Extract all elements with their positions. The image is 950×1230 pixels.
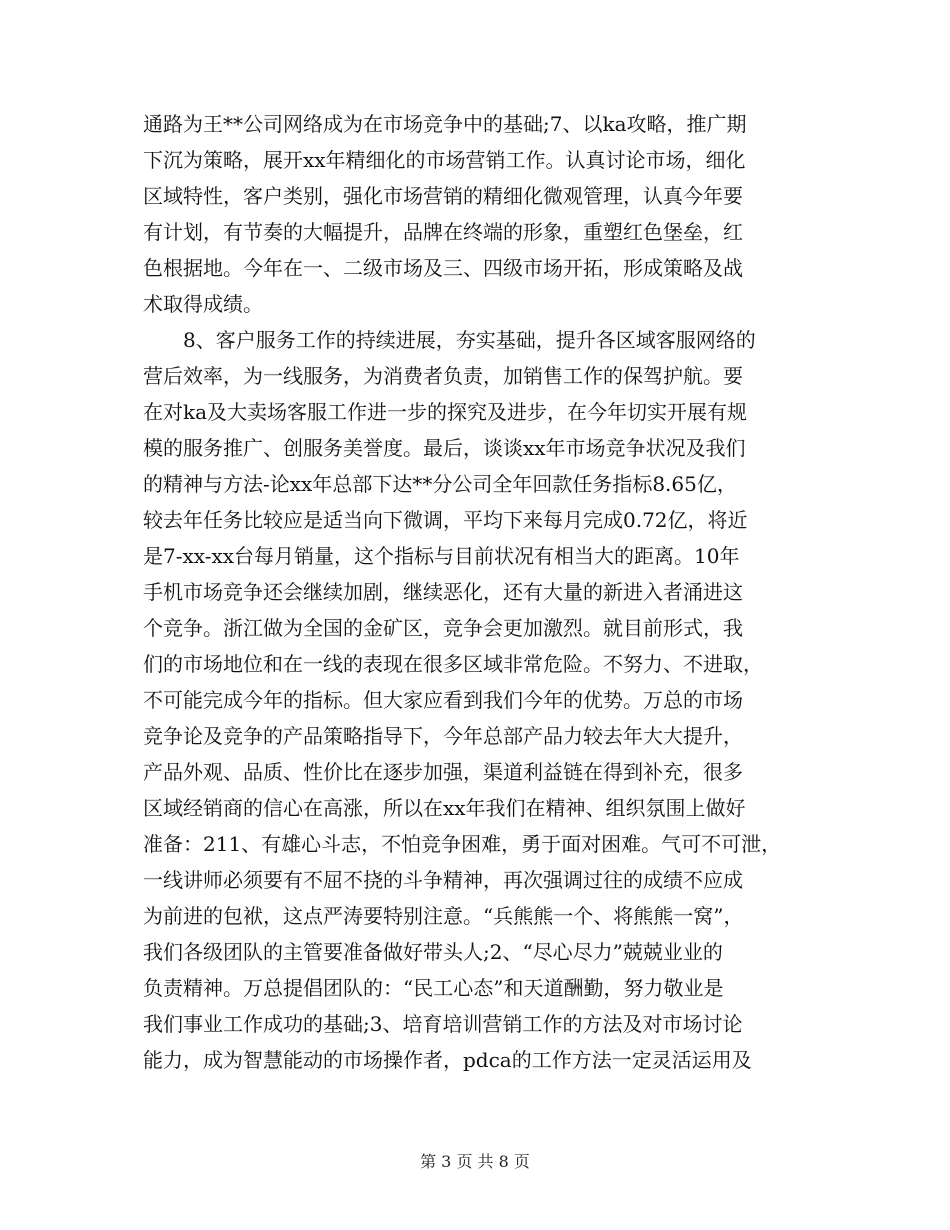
text-line: 色根据地。今年在一、二级市场及三、四级市场开拓，形成策略及战	[143, 256, 743, 280]
text-line: 产品外观、品质、性价比在逐步加强，渠道利益链在得到补充，很多	[143, 760, 743, 784]
text-line: 较去年任务比较应是适当向下微调，平均下来每月完成0.72亿，将近	[143, 508, 748, 532]
text-line: 不可能完成今年的指标。但大家应看到我们今年的优势。万总的市场	[143, 688, 743, 712]
text-line: 在对ka及大卖场客服工作进一步的探究及进步，在今年切实开展有规	[143, 400, 748, 424]
text-line: 能力，成为智慧能动的市场操作者，pdca的工作方法一定灵活运用及	[143, 1048, 752, 1072]
text-line: 下沉为策略，展开xx年精细化的市场营销工作。认真讨论市场，细化	[143, 148, 746, 172]
page-number-footer: 第 3 页 共 8 页	[420, 1152, 530, 1171]
text-line: 竞争论及竞争的产品策略指导下，今年总部产品力较去年大大提升，	[143, 724, 743, 748]
text-line: 模的服务推广、创服务美誉度。最后，谈谈xx年市场竞争状况及我们	[143, 436, 746, 460]
text-line: 区域经销商的信心在高涨，所以在xx年我们在精神、组织氛围上做好	[143, 796, 746, 820]
text-line: 有计划，有节奏的大幅提升，品牌在终端的形象，重塑红色堡垒，红	[143, 220, 743, 244]
text-line: 术取得成绩。	[143, 292, 263, 316]
text-line: 8、客户服务工作的持续进展，夯实基础，提升各区域客服网络的	[143, 328, 756, 352]
text-line: 为前进的包袱，这点严涛要特别注意。“兵熊熊一个、将熊熊一窝”，	[143, 904, 744, 928]
text-line: 一线讲师必须要有不屈不挠的斗争精神，再次强调过往的成绩不应成	[143, 868, 743, 892]
body-text	[143, 106, 815, 1078]
text-line: 的精神与方法-论xx年总部下达**分公司全年回款任务指标8.65亿，	[143, 472, 737, 496]
text-line: 区域特性，客户类别，强化市场营销的精细化微观管理，认真今年要	[143, 184, 743, 208]
text-line: 营后效率，为一线服务，为消费者负责，加销售工作的保驾护航。要	[143, 364, 743, 388]
text-line: 个竞争。浙江做为全国的金矿区，竞争会更加激烈。就目前形式，我	[143, 616, 743, 640]
text-line: 我们事业工作成功的基础;3、培育培训营销工作的方法及对市场讨论	[143, 1012, 743, 1036]
text-line: 们的市场地位和在一线的表现在很多区域非常危险。不努力、不进取，	[143, 652, 763, 676]
text-line: 手机市场竞争还会继续加剧，继续恶化，还有大量的新进入者涌进这	[143, 580, 743, 604]
text-line: 我们各级团队的主管要准备做好带头人;2、“尽心尽力”兢兢业业的	[143, 940, 723, 964]
text-line: 准备：211、有雄心斗志，不怕竞争困难，勇于面对困难。气可不可泄，	[143, 832, 782, 856]
text-line: 负责精神。万总提倡团队的：“民工心态”和天道酬勤，努力敬业是	[143, 976, 724, 1000]
text-line: 是7-xx-xx台每月销量，这个指标与目前状况有相当大的距离。10年	[143, 544, 740, 568]
text-line: 通路为王**公司网络成为在市场竞争中的基础;7、以ka攻略，推广期	[143, 112, 747, 136]
